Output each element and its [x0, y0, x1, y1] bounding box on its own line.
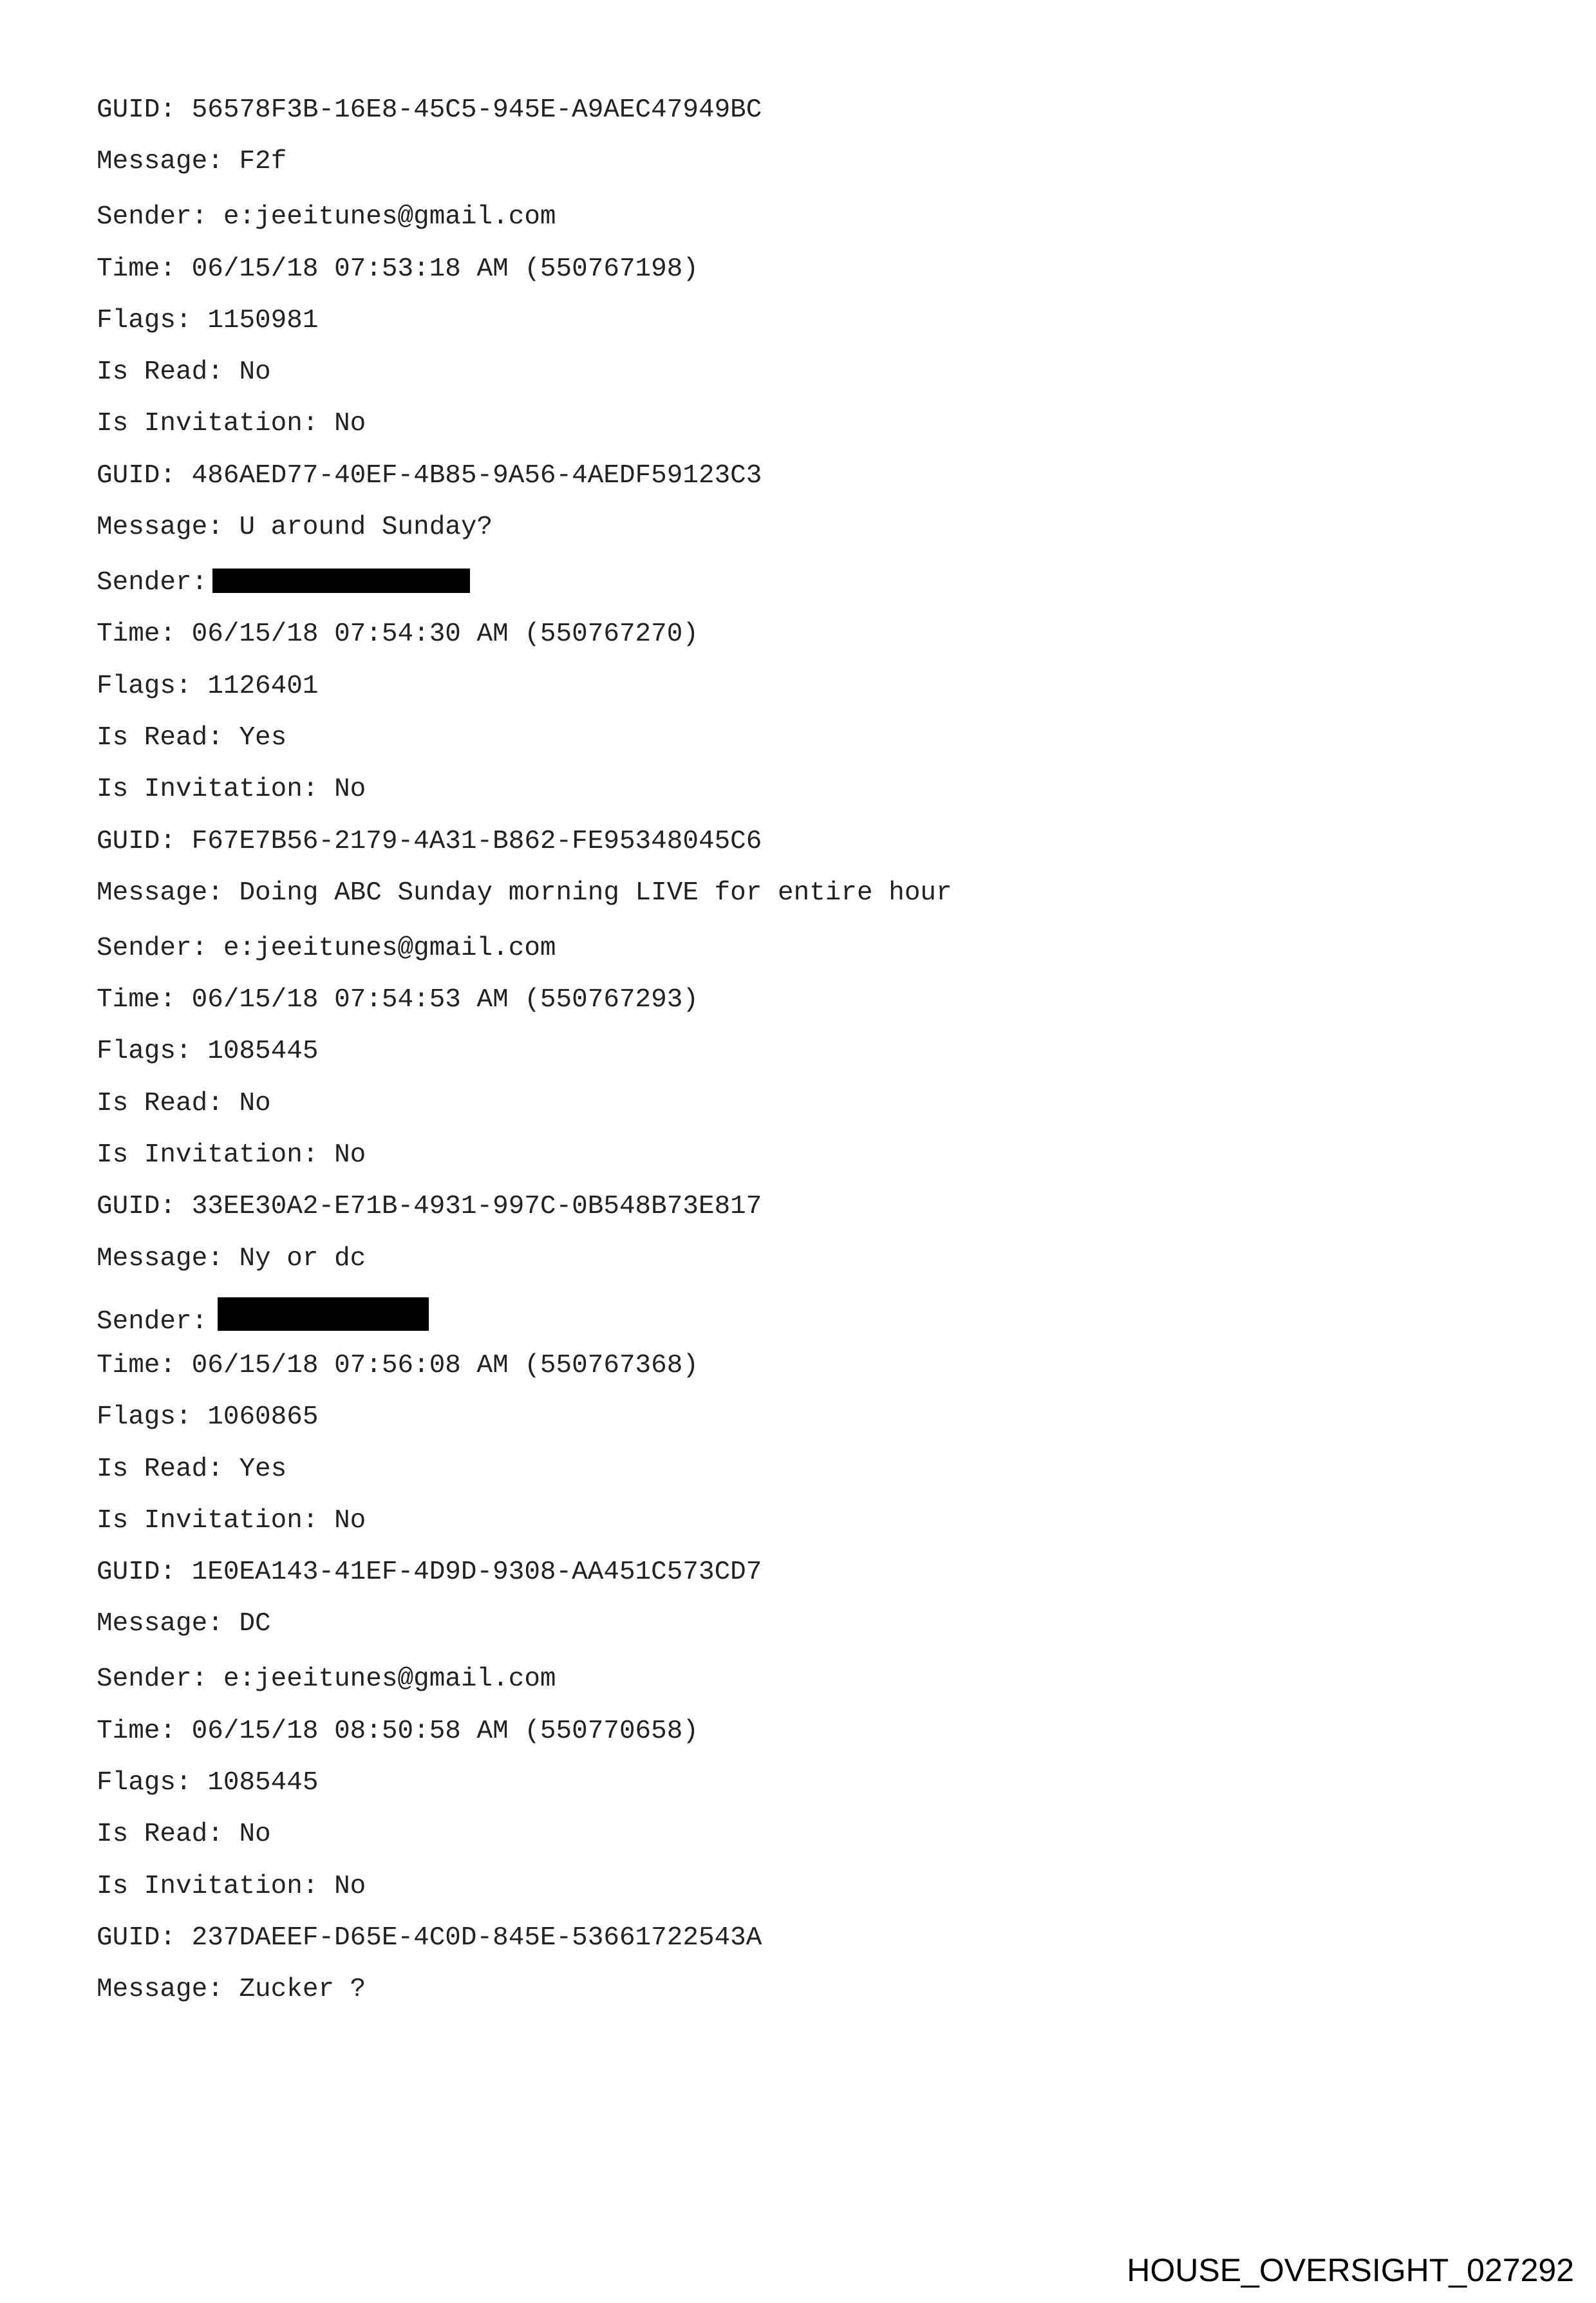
guid-value: 1E0EA143-41EF-4D9D-9308-AA451C573CD7	[191, 1557, 762, 1588]
guid-line	[97, 1921, 1513, 1955]
is-invitation-line	[97, 1138, 1513, 1172]
is-read-label: Is Read:	[97, 1454, 223, 1484]
guid-label: GUID:	[97, 1192, 176, 1222]
flags-label: Flags:	[97, 1037, 192, 1067]
bates-number: HOUSE_OVERSIGHT_027292	[1127, 2252, 1574, 2288]
message-label: Message:	[97, 1243, 223, 1274]
message-label: Message:	[97, 512, 223, 543]
sender-value: e:jeeitunes@gmail.com	[223, 933, 556, 963]
guid-label: GUID:	[97, 1557, 176, 1588]
guid-label: GUID:	[97, 460, 176, 491]
message-label: Message:	[97, 1975, 223, 2005]
sender-line	[97, 200, 1513, 234]
guid-value: 33EE30A2-E71B-4931-997C-0B548B73E817	[191, 1192, 762, 1222]
sender-line	[97, 566, 1513, 599]
sender-value: e:jeeitunes@gmail.com	[223, 202, 556, 232]
is-invitation-value: No	[334, 409, 366, 439]
is-invitation-value: No	[334, 1140, 366, 1170]
time-label: Time:	[97, 1716, 176, 1746]
sender-line	[97, 1297, 1513, 1337]
sender-line	[97, 1662, 1513, 1696]
message-log-page	[97, 93, 1513, 2028]
is-invitation-value: No	[334, 775, 366, 805]
message-label: Message:	[97, 878, 223, 908]
flags-label: Flags:	[97, 671, 192, 701]
message-value: Ny or dc	[239, 1243, 366, 1274]
is-invitation-line	[97, 1504, 1513, 1537]
time-line	[97, 1349, 1513, 1382]
guid-line	[97, 459, 1513, 493]
guid-label: GUID:	[97, 826, 176, 856]
message-record	[97, 1297, 1513, 1641]
is-read-line	[97, 355, 1513, 389]
is-invitation-label: Is Invitation:	[97, 1140, 319, 1170]
is-invitation-line	[97, 407, 1513, 440]
flags-line	[97, 304, 1513, 337]
message-record-continued	[97, 93, 1513, 178]
time-label: Time:	[97, 619, 176, 650]
is-read-label: Is Read:	[97, 722, 223, 753]
sender-label: Sender:	[97, 1306, 208, 1337]
flags-label: Flags:	[97, 1402, 192, 1433]
is-read-line	[97, 1452, 1513, 1486]
flags-line	[97, 670, 1513, 703]
message-value: U around Sunday?	[239, 512, 493, 543]
flags-value: 1060865	[207, 1402, 319, 1433]
is-read-value: No	[239, 1819, 271, 1850]
is-invitation-label: Is Invitation:	[97, 409, 319, 439]
flags-value: 1126401	[207, 671, 319, 701]
message-record	[97, 200, 1513, 544]
is-invitation-label: Is Invitation:	[97, 775, 319, 805]
guid-label: GUID:	[97, 1922, 176, 1953]
is-read-label: Is Read:	[97, 1088, 223, 1118]
message-line	[97, 145, 1513, 178]
time-value: 06/15/18 07:54:30 AM (550767270)	[191, 619, 699, 650]
message-value: Doing ABC Sunday morning LIVE for entire hour	[239, 878, 952, 908]
guid-value: 237DAEEF-D65E-4C0D-845E-53661722543A	[191, 1922, 762, 1953]
flags-value: 1085445	[207, 1768, 319, 1798]
is-read-value: Yes	[239, 1454, 287, 1484]
is-read-line	[97, 1818, 1513, 1851]
is-read-label: Is Read:	[97, 357, 223, 388]
message-value: Zucker ?	[239, 1975, 366, 2005]
message-line	[97, 1973, 1513, 2006]
is-read-value: No	[239, 357, 271, 388]
sender-label: Sender:	[97, 202, 208, 232]
is-invitation-label: Is Invitation:	[97, 1871, 319, 1901]
is-read-label: Is Read:	[97, 1819, 223, 1850]
time-line	[97, 617, 1513, 651]
message-record	[97, 932, 1513, 1275]
guid-line	[97, 1190, 1513, 1223]
guid-value: 486AED77-40EF-4B85-9A56-4AEDF59123C3	[191, 460, 762, 491]
is-invitation-value: No	[334, 1505, 366, 1536]
is-read-line	[97, 1087, 1513, 1120]
flags-value: 1150981	[207, 305, 319, 335]
sender-value: e:jeeitunes@gmail.com	[223, 1664, 556, 1695]
is-invitation-line	[97, 773, 1513, 806]
is-invitation-value: No	[334, 1871, 366, 1901]
flags-label: Flags:	[97, 305, 192, 335]
time-line	[97, 983, 1513, 1017]
sender-label: Sender:	[97, 568, 208, 598]
guid-value: F67E7B56-2179-4A31-B862-FE95348045C6	[191, 826, 762, 856]
time-line	[97, 1715, 1513, 1748]
time-label: Time:	[97, 254, 176, 284]
is-invitation-label: Is Invitation:	[97, 1505, 319, 1536]
message-value: DC	[239, 1609, 271, 1639]
time-label: Time:	[97, 985, 176, 1015]
time-value: 06/15/18 07:54:53 AM (550767293)	[191, 985, 699, 1015]
guid-value: 56578F3B-16E8-45C5-945E-A9AEC47949BC	[191, 95, 762, 125]
flags-line	[97, 1400, 1513, 1434]
message-record	[97, 1662, 1513, 2006]
message-label: Message:	[97, 1609, 223, 1639]
is-invitation-line	[97, 1870, 1513, 1903]
message-line	[97, 1607, 1513, 1640]
flags-line	[97, 1766, 1513, 1800]
guid-line	[97, 1556, 1513, 1589]
redaction-block	[212, 569, 470, 593]
guid-label: GUID:	[97, 95, 176, 125]
message-record	[97, 566, 1513, 910]
time-value: 06/15/18 08:50:58 AM (550770658)	[191, 1716, 699, 1746]
time-line	[97, 252, 1513, 286]
flags-label: Flags:	[97, 1768, 192, 1798]
sender-label: Sender:	[97, 933, 208, 963]
time-label: Time:	[97, 1350, 176, 1380]
message-line	[97, 1242, 1513, 1275]
is-read-value: Yes	[239, 722, 287, 753]
guid-line	[97, 825, 1513, 858]
flags-line	[97, 1035, 1513, 1068]
message-value: F2f	[239, 147, 287, 177]
sender-label: Sender:	[97, 1664, 208, 1695]
message-line	[97, 876, 1513, 910]
flags-value: 1085445	[207, 1037, 319, 1067]
time-value: 06/15/18 07:56:08 AM (550767368)	[191, 1350, 699, 1380]
message-label: Message:	[97, 147, 223, 177]
guid-line	[97, 93, 1513, 127]
is-read-line	[97, 721, 1513, 755]
redaction-block	[218, 1297, 429, 1331]
is-read-value: No	[239, 1088, 271, 1118]
message-line	[97, 511, 1513, 544]
sender-line	[97, 932, 1513, 965]
time-value: 06/15/18 07:53:18 AM (550767198)	[191, 254, 699, 284]
